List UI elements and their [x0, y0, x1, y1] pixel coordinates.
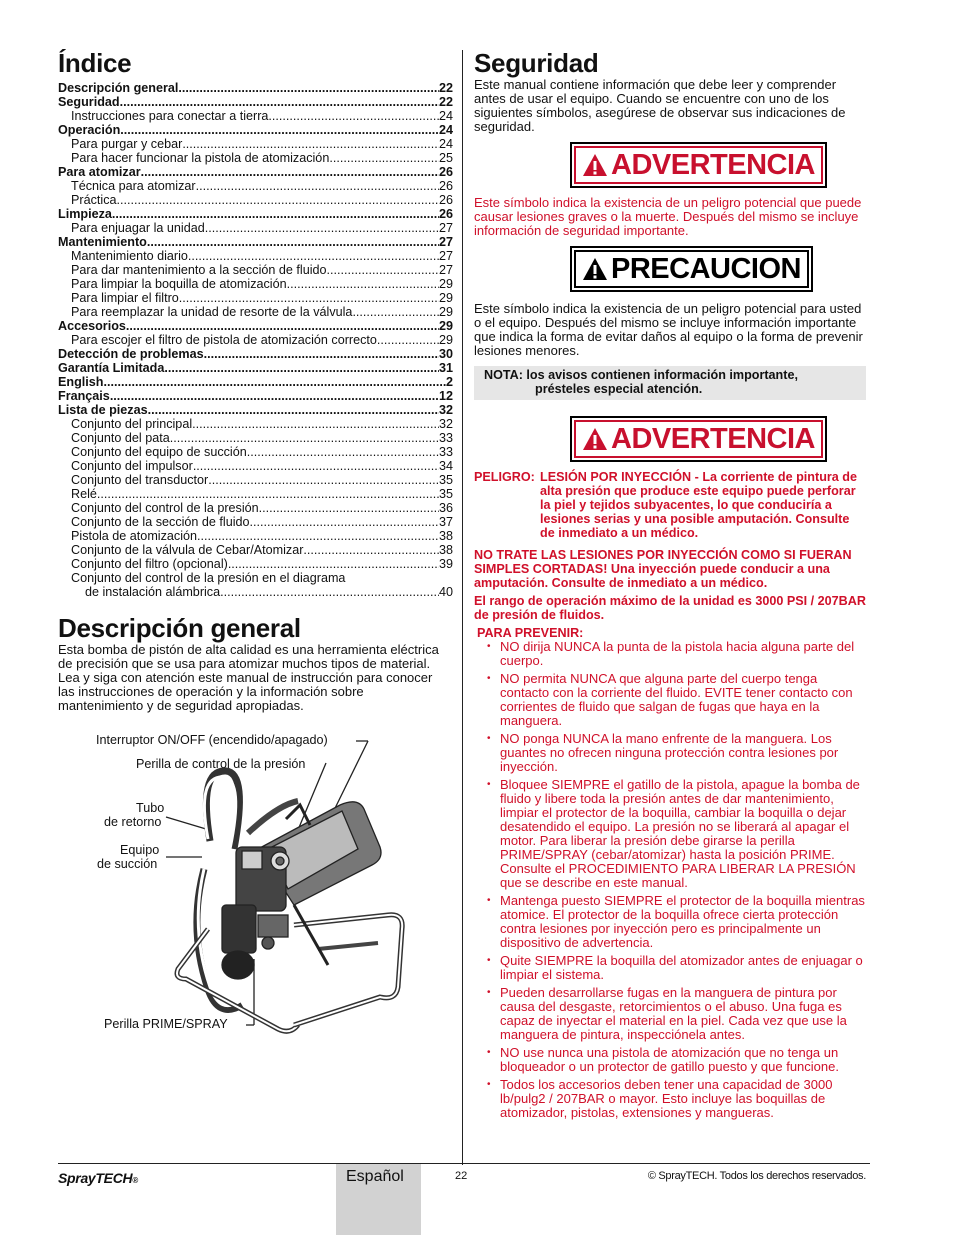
toc-entry-page: 39: [438, 557, 453, 571]
page-number: 22: [455, 1170, 468, 1182]
warning-triangle-icon: [582, 427, 608, 451]
toc-leader-dots: [164, 361, 439, 375]
label-suction-1: Equipo: [120, 843, 160, 857]
toc-entry-page: 33: [438, 445, 453, 459]
toc-entry-page: 2: [445, 375, 453, 389]
toc-leader-dots: [259, 501, 439, 515]
toc-leader-dots: [148, 403, 439, 417]
warning-label-2: ADVERTENCIA: [611, 423, 815, 455]
toc-entry[interactable]: [58, 277, 453, 291]
general-description-title: Descripción general: [58, 613, 301, 643]
note-line1: NOTA: los avisos contienen información importante,: [484, 368, 798, 382]
toc-entry-title: Práctica: [71, 193, 117, 207]
toc-entry-title: Conjunto del impulsor: [71, 459, 193, 473]
toc-entry[interactable]: [58, 361, 453, 375]
toc-entry[interactable]: [58, 543, 453, 557]
caution-label: PRECAUCION: [611, 253, 801, 285]
toc-entry[interactable]: [58, 305, 453, 319]
toc-entry-page: 29: [438, 305, 453, 319]
danger-label: PELIGRO:: [474, 470, 535, 484]
warning-banner: [570, 142, 827, 188]
toc-entry-page: 32: [438, 403, 453, 417]
toc-leader-dots: [327, 263, 439, 277]
toc-entry[interactable]: [58, 473, 453, 487]
warning-triangle-icon: [582, 153, 608, 177]
toc-entry-page: 37: [438, 515, 453, 529]
language-label: Español: [346, 1168, 404, 1185]
toc-leader-dots: [103, 375, 446, 389]
toc-entry[interactable]: [58, 333, 453, 347]
toc-leader-dots: [329, 151, 439, 165]
toc-entry-title: Limpieza: [58, 207, 112, 221]
note-box: [474, 366, 866, 400]
danger-text: LESIÓN POR INYECCIÓN - La corriente de pintura de alta presión que produce este equipo puede perforar la piel y tejidos subyacentes, lo que conduciría a lesiones serias y una posible amputación. Consulte de inmediato a un médico.: [540, 470, 857, 540]
toc-entry[interactable]: [58, 207, 453, 221]
toc-entry-page: 26: [438, 165, 453, 179]
prevent-heading: PARA PREVENIR:: [477, 626, 584, 640]
toc-entry-title: Conjunto del filtro (opcional): [71, 557, 228, 571]
toc-leader-dots: [170, 431, 439, 445]
toc-entry-title: Conjunto del equipo de succión: [71, 445, 247, 459]
toc-leader-dots: [141, 165, 439, 179]
toc-entry-title: Garantía Limitada: [58, 361, 165, 375]
toc-entry-page: 36: [438, 501, 453, 515]
toc-entry[interactable]: [58, 81, 453, 95]
label-on-off-switch: Interruptor ON/OFF (encendido/apagado): [96, 733, 328, 747]
footer-rule: [58, 1163, 870, 1164]
toc-entry-page: 24: [438, 109, 453, 123]
toc-entry[interactable]: [58, 109, 453, 123]
sprayer-figure: [58, 729, 453, 1049]
toc-entry-page: 35: [438, 487, 453, 501]
warning-text: Este símbolo indica la existencia de un peligro potencial que puede causar lesiones graves o la muerte. Después del mismo se incluye información de seguridad importante.: [474, 195, 862, 238]
toc-entry-title: Técnica para atomizar: [71, 179, 196, 193]
toc-entry[interactable]: [58, 501, 453, 515]
toc-entry-page: 25: [438, 151, 453, 165]
toc-leader-dots: [208, 473, 439, 487]
toc-entry-title: Instrucciones para conectar a tierra: [71, 109, 269, 123]
label-suction-2: de succión: [97, 857, 158, 871]
prevention-item: • NO dirija NUNCA la punta de la pistola hacia alguna parte del cuerpo.: [500, 640, 866, 668]
toc-leader-dots: [97, 487, 439, 501]
toc-entry[interactable]: [58, 529, 453, 543]
toc-entry[interactable]: [58, 123, 453, 137]
right-column: [474, 48, 866, 1124]
toc-entry[interactable]: [58, 389, 453, 403]
caution-triangle-icon: [582, 257, 608, 281]
toc-entry-page: 26: [438, 179, 453, 193]
toc-leader-dots: [188, 249, 439, 263]
toc-entry-page: 38: [438, 529, 453, 543]
toc-entry[interactable]: [58, 291, 453, 305]
toc-entry-title: Seguridad: [58, 95, 120, 109]
toc-entry[interactable]: [58, 515, 453, 529]
prevention-item: • Todos los accesorios deben tener una capacidad de 3000 lb/pulg2 / 207BAR o mayor. Esto incluye las boquillas de atomizador, pistolas, extensiones y mangueras.: [500, 1078, 866, 1120]
toc-entry[interactable]: [58, 137, 453, 151]
toc-entry-title: Mantenimiento: [58, 235, 147, 249]
toc-entry-title: Para reemplazar la unidad de resorte de la válvula: [71, 305, 353, 319]
toc-leader-dots: [197, 529, 439, 543]
toc-leader-dots: [196, 179, 439, 193]
toc-entry[interactable]: [58, 557, 453, 571]
sprayer-illustration: [58, 729, 453, 1049]
toc-entry-page: 30: [438, 347, 453, 361]
toc-entry-title: Para purgar y cebar: [71, 137, 183, 151]
toc-entry-title: Relé: [71, 487, 97, 501]
toc-entry-page: 22: [438, 95, 453, 109]
toc-leader-dots: [250, 515, 439, 529]
caution-text: Este símbolo indica la existencia de un peligro potencial para usted o el equipo. Después del mismo se incluye información importante que indica la forma de evitar daños al equipo o la forma de prevenir lesiones menores.: [474, 301, 863, 358]
toc-leader-dots: [204, 347, 439, 361]
logo-text: SprayTECH: [58, 1170, 133, 1186]
toc-leader-dots: [228, 557, 439, 571]
toc-entry-page: 34: [438, 459, 453, 473]
toc-leader-dots: [126, 319, 439, 333]
safety-title: Seguridad: [474, 48, 599, 78]
toc-entry-page: 38: [438, 543, 453, 557]
label-pressure-knob: Perilla de control de la presión: [136, 757, 306, 771]
toc-entry-page: 26: [438, 207, 453, 221]
toc-entry[interactable]: [58, 403, 453, 417]
toc-entry-title: Para dar mantenimiento a la sección de fluido: [71, 263, 327, 277]
toc-entry-page: 29: [438, 277, 453, 291]
toc-entry[interactable]: [58, 193, 453, 207]
toc-entry-title: Lista de piezas: [58, 403, 148, 417]
toc-entry-title: Para escojer el filtro de pistola de atomización correcto: [71, 333, 377, 347]
toc-leader-dots: [193, 459, 439, 473]
label-return-tube-2: de retorno: [104, 815, 162, 829]
toc-leader-dots: [120, 123, 439, 137]
toc-entry-page: 26: [438, 193, 453, 207]
toc-entry-title: Français: [58, 389, 110, 403]
toc-entry-page: 33: [438, 431, 453, 445]
toc-leader-dots: [179, 291, 439, 305]
toc-entry[interactable]: [58, 417, 453, 431]
toc-leader-dots: [352, 305, 439, 319]
toc-leader-dots: [178, 81, 439, 95]
toc-entry-title: Conjunto del transductor: [71, 473, 209, 487]
toc-entry-title: Detección de problemas: [58, 347, 204, 361]
toc-entry[interactable]: [58, 179, 453, 193]
toc-entry[interactable]: [58, 249, 453, 263]
label-prime-spray-knob: Perilla PRIME/SPRAY: [104, 1017, 228, 1031]
toc-entry-title: Conjunto de la válvula de Cebar/Atomizar: [71, 543, 304, 557]
prevention-item: • Quite SIEMPRE la boquilla del atomizador antes de enjuagar o limpiar el sistema.: [500, 954, 866, 982]
toc-entry-title: Conjunto del pata: [71, 431, 170, 445]
toc-entry-page: 27: [438, 235, 453, 249]
toc-entry-title: English: [58, 375, 104, 389]
toc-entry-title: Para hacer funcionar la pistola de atomización: [71, 151, 330, 165]
toc-entry-line1: Conjunto del control de la presión en el diagrama: [71, 571, 346, 585]
toc-entry-title: Pistola de atomización: [71, 529, 198, 543]
toc-entry-title: Conjunto del control de la presión: [71, 501, 259, 515]
toc-entry[interactable]: [58, 95, 453, 109]
toc-entry-page: 29: [438, 333, 453, 347]
toc-leader-dots: [205, 221, 439, 235]
toc-entry[interactable]: [58, 375, 453, 389]
toc-entry[interactable]: [58, 221, 453, 235]
toc-entry[interactable]: [58, 151, 453, 165]
toc-entry-page: 24: [438, 137, 453, 151]
toc-entry-title: Para limpiar la boquilla de atomización: [71, 277, 287, 291]
toc-entry-page: 27: [438, 221, 453, 235]
toc-entry-page: 29: [438, 291, 453, 305]
toc-entry[interactable]: [58, 165, 453, 179]
toc-entry[interactable]: [58, 431, 453, 445]
toc-leader-dots: [192, 417, 439, 431]
toc-leader-dots: [110, 389, 439, 403]
toc-entry-title: Descripción general: [58, 81, 179, 95]
toc-entry[interactable]: [58, 487, 453, 501]
copyright-text: © SprayTECH. Todos los derechos reservados.: [647, 1170, 866, 1182]
toc-leader-dots: [112, 207, 439, 221]
safety-intro: Este manual contiene información que debe leer y comprender antes de usar el equipo. Cuando se encuentre con uno de los siguientes símbolos, asegúrese de observar sus indicaciones de seguridad.: [474, 77, 846, 134]
toc-entry-title: Para limpiar el filtro: [71, 291, 179, 305]
toc-entry[interactable]: [58, 263, 453, 277]
toc-entry-page: 31: [438, 361, 453, 375]
toc-entry-title: Mantenimiento diario: [71, 249, 188, 263]
left-column: [58, 48, 453, 1049]
toc-leader-dots: [182, 137, 439, 151]
prevention-item: • NO ponga NUNCA la mano enfrente de la manguera. Los guantes no ofrecen ninguna protección contra lesiones por inyección.: [500, 732, 866, 774]
caution-banner: [570, 246, 813, 292]
spraytech-logo: SprayTECH®: [58, 1170, 138, 1186]
danger-block: [474, 470, 866, 540]
toc-leader-dots: [268, 109, 439, 123]
toc-entry-title: Para atomizar: [58, 165, 141, 179]
label-return-tube-1: Tubo: [136, 801, 165, 815]
toc-entry-page: 12: [438, 389, 453, 403]
toc-leader-dots: [303, 543, 439, 557]
toc-leader-dots: [117, 193, 439, 207]
toc-entry-title: Operación: [58, 123, 121, 137]
toc-entry-page: 24: [438, 123, 453, 137]
toc-leader-dots: [120, 95, 439, 109]
toc-leader-dots: [247, 445, 439, 459]
prevention-item: • Bloquee SIEMPRE el gatillo de la pistola, apague la bomba de fluido y libere toda la presión antes de dar mantenimiento, limpiar el protector de la boquilla, cambiar la boquilla o dejar desatendido el equipo. La presión no se liberará al apagar el motor. Para liberar la presión debe girarse la perilla PRIME/SPRAY (cebar/atomizar) hasta la posición PRIME. Consulte el PROCEDIMIENTO PARA LIBERAR LA PRESIÓN que se describe en este manual.: [500, 778, 866, 890]
toc-entry[interactable]: [58, 347, 453, 361]
prevention-item: • NO use nunca una pistola de atomización que no tenga un bloqueador o un protector de gatillo puesto y que funcione.: [500, 1046, 866, 1074]
toc-entry-title: Conjunto del principal: [71, 417, 193, 431]
toc-entry[interactable]: [58, 459, 453, 473]
toc-entry-line2: de instalación alámbrica: [85, 585, 221, 599]
toc-entry[interactable]: [58, 445, 453, 459]
prevention-item: • Mantenga puesto SIEMPRE el protector de la boquilla mientras atomice. El protector de la boquilla ofrece cierta protección contra lesiones por inyección pero es principalmente un dispositivo de advertencia.: [500, 894, 866, 950]
toc-leader-dots: [287, 277, 439, 291]
toc-entry[interactable]: [58, 235, 453, 249]
toc-entry-title: Conjunto de la sección de fluido: [71, 515, 250, 529]
prevention-list: [474, 640, 866, 1120]
injection-warning: NO TRATE LAS LESIONES POR INYECCIÓN COMO SI FUERAN SIMPLES CORTADAS! Una inyección puede conducir a una amputación. Consulte de inmediato a un médico.: [474, 548, 852, 590]
toc-entry-multiline[interactable]: [58, 571, 453, 599]
toc-entry-page: 27: [438, 249, 453, 263]
toc-entry-page: 32: [438, 417, 453, 431]
toc-entry-page: 35: [438, 473, 453, 487]
table-of-contents: [58, 81, 453, 571]
general-description-text: Esta bomba de pistón de alta calidad es una herramienta eléctrica de precisión que se usa para atomizar muchos tipos de material. Lea y siga con atención este manual de instrucción para conocer las instrucciones de operación y la información sobre mantenimiento y de seguridad apropiadas.: [58, 642, 439, 713]
prevention-item: • NO permita NUNCA que alguna parte del cuerpo tenga contacto con la corriente del fluido. EVITE tener contacto con corrientes de fluido que salgan de fugas que haya en la manguera.: [500, 672, 866, 728]
toc-entry-title: Accesorios: [58, 319, 126, 333]
toc-entry[interactable]: [58, 319, 453, 333]
toc-entry-page: 27: [438, 263, 453, 277]
index-title: Índice: [58, 48, 132, 78]
toc-entry-page: 40: [438, 585, 453, 599]
toc-entry-page: 22: [438, 81, 453, 95]
warning-banner-2: [570, 416, 827, 462]
toc-entry-page: 29: [438, 319, 453, 333]
column-divider: [462, 50, 463, 1165]
pressure-range: El rango de operación máximo de la unidad es 3000 PSI / 207BAR de presión de fluidos.: [474, 594, 866, 622]
warning-label: ADVERTENCIA: [611, 149, 815, 181]
toc-entry-title: Para enjuagar la unidad: [71, 221, 205, 235]
prevention-item: • Pueden desarrollarse fugas en la manguera de pintura por causa del desgaste, retorcimientos o el abuso. Una fuga es capaz de inyectar el material en la piel. Cada vez que use la manguera de pintura, inspecciónela antes.: [500, 986, 866, 1042]
toc-leader-dots: [147, 235, 439, 249]
toc-leader-dots: [377, 333, 439, 347]
note-line2: présteles especial atención.: [535, 382, 703, 396]
